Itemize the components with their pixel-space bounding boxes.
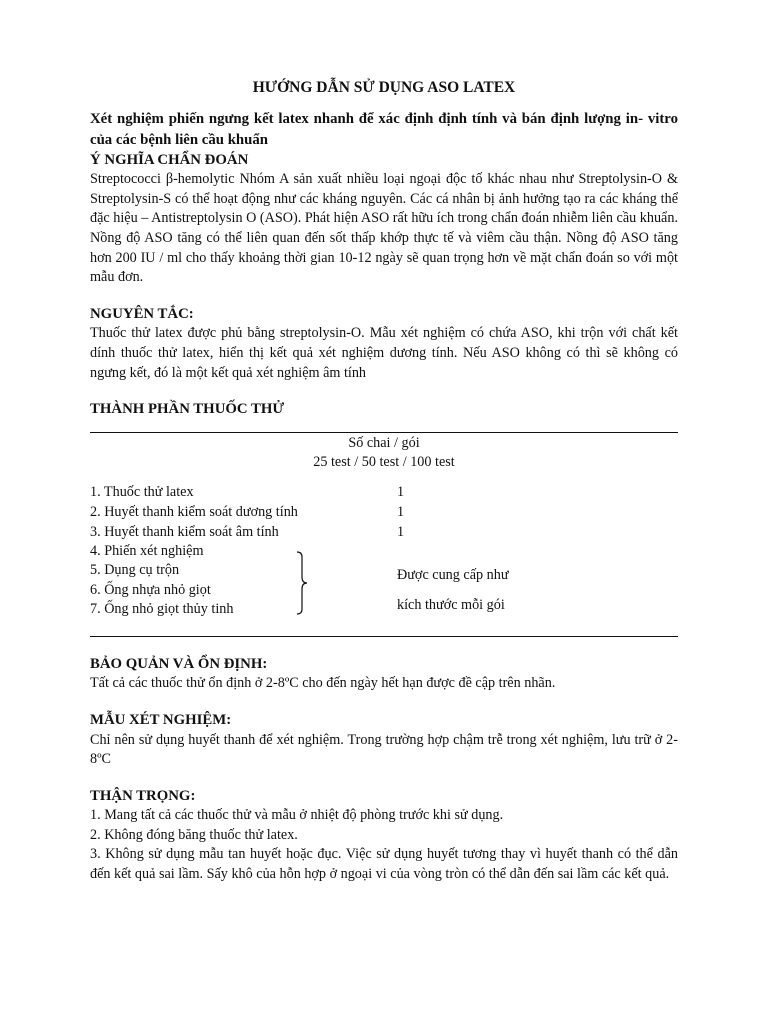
significance-heading: Ý NGHĨA CHẨN ĐOÁN — [90, 151, 249, 168]
table-row: 2. Huyết thanh kiểm soát dương tính — [90, 503, 298, 520]
table-top-rule — [90, 432, 678, 433]
precaution-item: 3. Không sử dụng mẫu tan huyết hoặc đục. Việc sử dụng huyết tương thay vì huyết thanh có thể dẫn đến kết quả sai lầm. Sấy khô của hỗn hợp ở ngoại vi của vòng tròn có thể dẫn đến sai lầm các kết quả. — [90, 846, 678, 883]
table-row-value: 1 — [397, 523, 405, 540]
table-row: 6. Ống nhựa nhỏ giọt — [90, 581, 211, 598]
principle-text: Thuốc thử latex được phủ bằng streptolysin-O. Mẫu xét nghiệm có chứa ASO, khi trộn với chất kết dính thuốc thử latex, hiển thị kết quả xét nghiệm dương tính. Nếu ASO không có thì sẽ không có ngưng kết, đó là một kết quả xét nghiệm âm tính — [90, 325, 678, 381]
table-row: 3. Huyết thanh kiểm soát âm tính — [90, 523, 279, 540]
grouping-brace-icon — [295, 551, 315, 615]
table-row: 5. Dụng cụ trộn — [90, 561, 180, 578]
precaution-item: 1. Mang tất cả các thuốc thử và mẫu ở nhiệt độ phòng trước khi sử dụng. — [90, 807, 504, 824]
table-row: 7. Ống nhỏ giọt thủy tinh — [90, 600, 234, 617]
reagents-heading: THÀNH PHẦN THUỐC THỬ — [90, 401, 285, 418]
precautions-heading: THẬN TRỌNG: — [90, 787, 196, 804]
table-row-value: 1 — [397, 503, 405, 520]
table-header-units: Số chai / gói — [348, 434, 420, 451]
precaution-item: 2. Không đóng băng thuốc thử latex. — [90, 826, 298, 843]
principle-heading: NGUYÊN TẮC: — [90, 305, 194, 322]
table-header-pack-sizes: 25 test / 50 test / 100 test — [313, 453, 455, 470]
table-row: 4. Phiến xét nghiệm — [90, 542, 204, 559]
table-row-value: 1 — [397, 483, 405, 500]
grouped-note-line-1: Được cung cấp như — [397, 566, 509, 583]
significance-text: Streptococci β-hemolytic Nhóm A sản xuất nhiều loại ngoại độc tố khác nhau như Streptolysin-O & Streptolysin-S có thể hoạt động như các kháng nguyên. Các cá nhân bị ảnh hưởng tạo ra các kháng thể đặc hiệu – Antistreptolysin O (ASO). Phát hiện ASO rất hữu ích trong chẩn đoán nhiễm liên cầu khuẩn. Nồng độ ASO tăng có thể liên quan đến sốt thấp khớp thực tế và viêm cầu thận. Nồng độ ASO tăng hơn 200 IU / ml cho thấy khoảng thời gian 10-12 ngày sẽ quan trọng hơn về mặt chẩn đoán so với một mẫu đơn. — [90, 171, 678, 286]
document-subtitle: Xét nghiệm phiến ngưng kết latex nhanh để xác định định tính và bán định lượng in- vitro của các bệnh liên cầu khuẩn — [90, 110, 678, 148]
specimen-text: Chỉ nên sử dụng huyết thanh để xét nghiệm. Trong trường hợp chậm trễ trong xét nghiệm, lưu trữ ở 2-8ºC — [90, 731, 678, 768]
table-row: 1. Thuốc thử latex — [90, 483, 194, 500]
storage-heading: BẢO QUẢN VÀ ỔN ĐỊNH: — [90, 655, 268, 672]
storage-text: Tất cả các thuốc thử ổn định ở 2-8ºC cho đến ngày hết hạn được đề cập trên nhãn. — [90, 675, 556, 692]
document-page — [90, 78, 678, 885]
table-bottom-rule — [90, 636, 678, 637]
specimen-heading: MẪU XÉT NGHIỆM: — [90, 711, 232, 728]
document-title: HƯỚNG DẪN SỬ DỤNG ASO LATEX — [252, 79, 516, 96]
grouped-note-line-2: kích thước mỗi gói — [397, 596, 505, 613]
reagents-table — [90, 432, 678, 642]
